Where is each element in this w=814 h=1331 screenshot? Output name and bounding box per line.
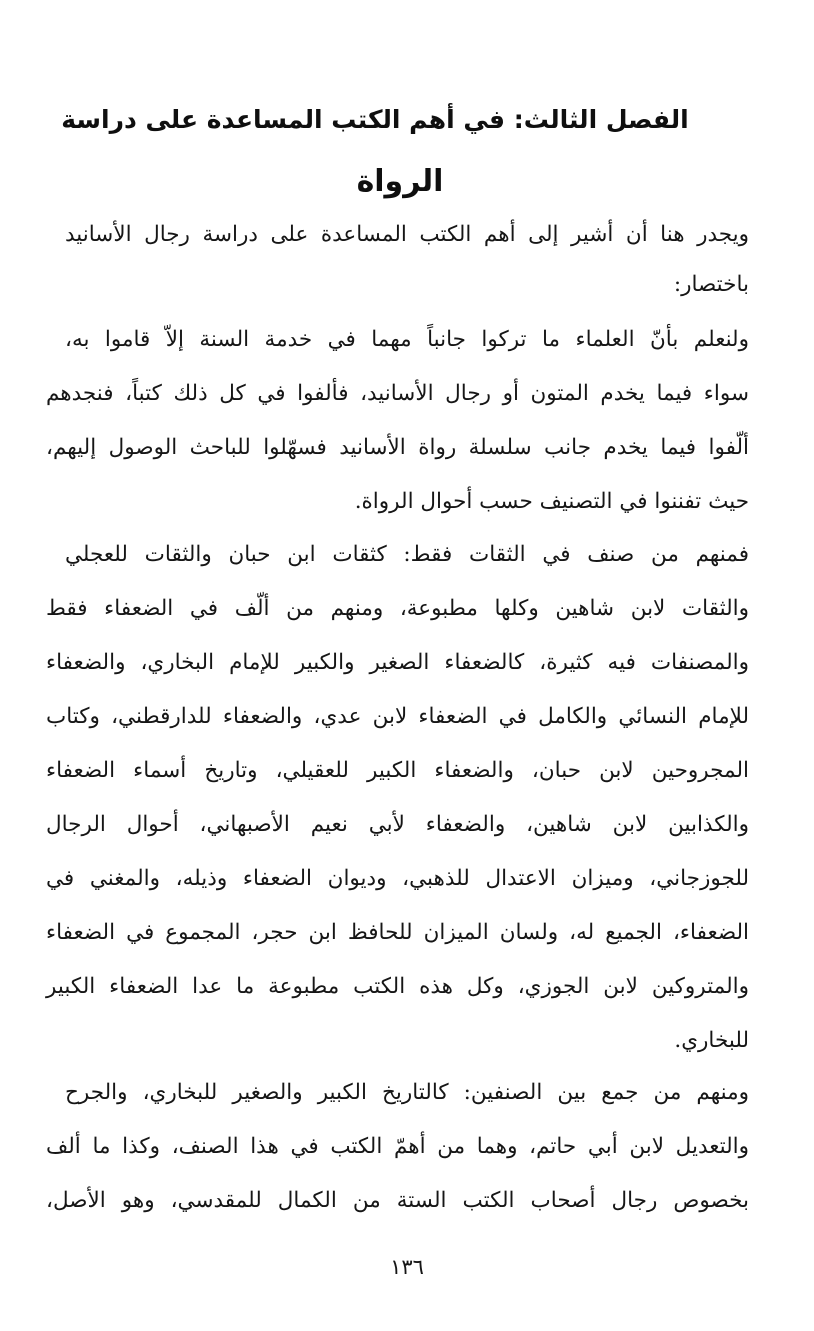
paragraph-4-line-2: والتعديل لابن أبي حاتم، وهما من أهمّ الكتب في هذا الصنف، وكذا ما ألف (46, 1134, 749, 1159)
paragraph-3-line-5: المجروحين لابن حبان، والضعفاء الكبير للعقيلي، وتاريخ أسماء الضعفاء (46, 758, 749, 783)
paragraph-4-line-3: بخصوص رجال أصحاب الكتب الستة من الكمال للمقدسي، وهو الأصل، (46, 1188, 749, 1213)
paragraph-2-line-4: حيث تفننوا في التصنيف حسب أحوال الرواة. (354, 489, 749, 514)
paragraph-4-line-1: ومنهم من جمع بين الصنفين: كالتاريخ الكبير والصغير للبخاري، والجرح (65, 1080, 749, 1105)
paragraph-3-line-8: الضعفاء، الجميع له، ولسان الميزان للحافظ ابن حجر، المجموع في الضعفاء (46, 920, 749, 945)
paragraph-3-line-7: للجوزجاني، وميزان الاعتدال للذهبي، وديوان الضعفاء وذيله، والمغني في (46, 866, 749, 891)
chapter-title-line-2: الرواة (356, 164, 444, 199)
paragraph-3-line-3: والمصنفات فيه كثيرة، كالضعفاء الصغير والكبير للإمام البخاري، والضعفاء (46, 650, 749, 675)
paragraph-2-line-2: سواء فيما يخدم المتون أو رجال الأسانيد، فألفوا في كل ذلك كتباً، فنجدهم (46, 381, 749, 406)
chapter-title-line-1: الفصل الثالث: في أهم الكتب المساعدة على دراسة (61, 105, 689, 134)
paragraph-3-line-10: للبخاري. (674, 1028, 749, 1053)
paragraph-1-line-1: ويجدر هنا أن أشير إلى أهم الكتب المساعدة على دراسة رجال الأسانيد (65, 222, 749, 247)
paragraph-3-line-1: فمنهم من صنف في الثقات فقط: كثقات ابن حبان والثقات للعجلي (65, 542, 749, 567)
paragraph-2-line-3: ألّفوا فيما يخدم جانب سلسلة رواة الأسانيد فسهّلوا للباحث الوصول إليهم، (46, 435, 749, 460)
paragraph-3-line-6: والكذابين لابن شاهين، والضعفاء لأبي نعيم الأصبهاني، أحوال الرجال (46, 812, 749, 837)
paragraph-2-line-1: ولنعلم بأنّ العلماء ما تركوا جانباً مهما في خدمة السنة إلاّ قاموا به، (65, 327, 749, 352)
paragraph-1-line-2: باختصار: (673, 272, 749, 297)
paragraph-3-line-9: والمتروكين لابن الجوزي، وكل هذه الكتب مطبوعة ما عدا الضعفاء الكبير (46, 974, 749, 999)
page-number: ١٣٦ (390, 1255, 424, 1279)
paragraph-3-line-2: والثقات لابن شاهين وكلها مطبوعة، ومنهم من ألّف في الضعفاء فقط (46, 596, 749, 621)
paragraph-3-line-4: للإمام النسائي والكامل في الضعفاء لابن عدي، والضعفاء للدارقطني، وكتاب (46, 704, 749, 729)
